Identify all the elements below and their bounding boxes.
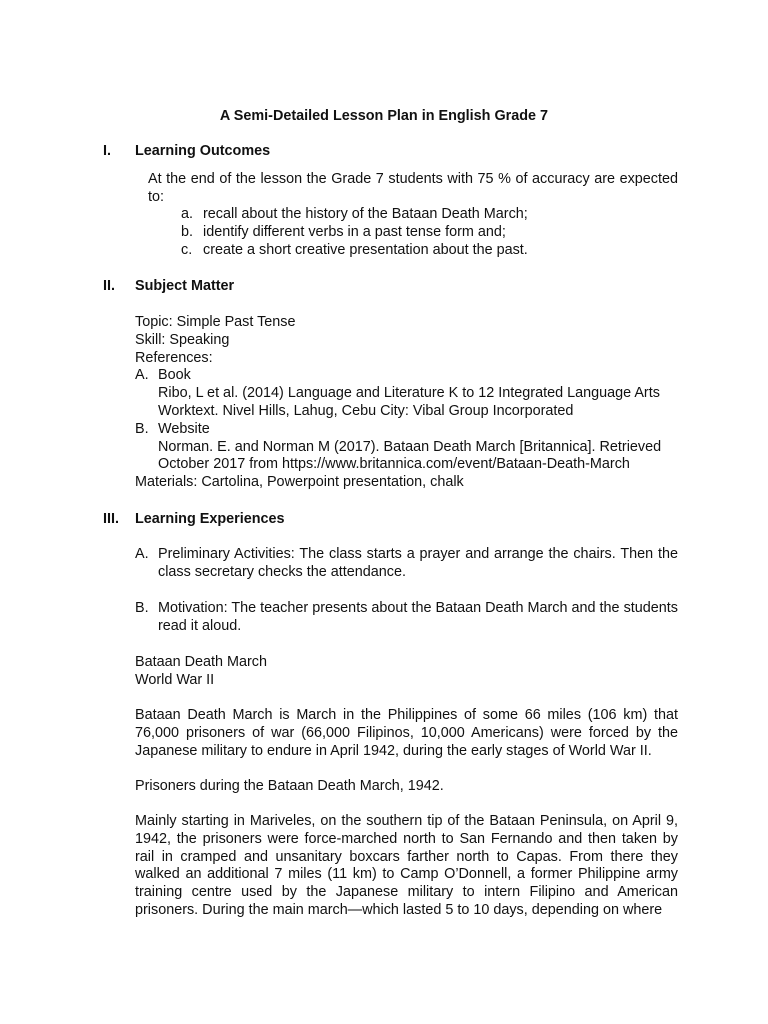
reference-type: Book (158, 367, 191, 384)
reading-title: Bataan Death March (135, 654, 267, 670)
learning-item-b (135, 600, 678, 636)
outcome-item (148, 242, 678, 260)
outcome-marker: b. (181, 223, 194, 240)
section-3-heading: Learning Experiences (135, 511, 285, 527)
reading-paragraph-1 (135, 707, 678, 760)
reference-citation: Ribo, L et al. (2014) Language and Literature K to 12 Integrated Language Arts Worktext. Nivel Hills, Lahug, Cebu City: Vibal Group Incorporated (158, 385, 660, 419)
reference-marker: B. (135, 420, 149, 437)
reference-marker: A. (135, 367, 149, 384)
reading-heading-block (135, 654, 678, 690)
outcome-item (148, 206, 678, 224)
reference-citation: Norman. E. and Norman M (2017). Bataan Death March [Britannica]. Retrieved October 2017 from https://www.britannica.com/event/Bataan-Death-March (158, 438, 662, 473)
section-3-number: III. (103, 511, 119, 527)
materials-line: Materials: Cartolina, Powerpoint presentation, chalk (135, 474, 464, 491)
topic-line: Topic: Simple Past Tense (135, 314, 296, 330)
subject-matter-block (135, 314, 678, 492)
photo-caption: Prisoners during the Bataan Death March, 1942. (135, 778, 444, 794)
learning-item-text: Motivation: The teacher presents about the Bataan Death March and the students read it aloud. (158, 600, 678, 634)
outcome-text: recall about the history of the Bataan Death March; (203, 206, 528, 222)
learning-item-marker: A. (135, 546, 149, 562)
section-2-number: II. (103, 278, 115, 294)
outcome-item (148, 224, 678, 242)
skill-line: Skill: Speaking (135, 331, 230, 348)
references-label: References: (135, 349, 213, 366)
photo-caption-block (135, 778, 678, 796)
outcomes-block (148, 171, 678, 207)
reference-item (135, 367, 678, 420)
reading-paragraph-2 (135, 813, 678, 920)
document-title: A Semi-Detailed Lesson Plan in English Grade 7 (219, 108, 549, 124)
learning-item-a (135, 546, 678, 582)
reference-item (135, 421, 678, 474)
outcome-marker: c. (181, 241, 193, 258)
outcomes-list (148, 206, 678, 259)
reading-para-1: Bataan Death March is March in the Philippines of some 66 miles (106 km) that 76,000 prisoners of war (66,000 Filipinos, 10,000 Americans) were forced by the Japanese military to endure in April 1942, during the early stages of World War II. (135, 707, 678, 759)
reference-type: Website (158, 420, 210, 437)
section-1-heading: Learning Outcomes (135, 143, 271, 159)
learning-item-text: Preliminary Activities: The class starts a prayer and arrange the chairs. Then the class secretary checks the attendance. (158, 546, 678, 580)
reading-subtitle: World War II (135, 671, 215, 688)
outcomes-intro: At the end of the lesson the Grade 7 students with 75 % of accuracy are expected to: (148, 171, 678, 205)
outcome-marker: a. (181, 206, 194, 222)
section-2-heading: Subject Matter (135, 278, 235, 294)
outcome-text: create a short creative presentation about the past. (203, 241, 528, 258)
outcome-text: identify different verbs in a past tense form and; (203, 223, 506, 240)
section-1-number: I. (103, 143, 111, 159)
learning-item-marker: B. (135, 600, 149, 616)
reading-para-2: Mainly starting in Mariveles, on the southern tip of the Bataan Peninsula, on April 9, 1942, the prisoners were force-marched north to San Fernando and then taken by rail in cramped and unsanitary boxcars farther north to Capas. From there they walked an additional 7 miles (11 km) to Camp O’Donnell, a former Philippine army training centre used by the Japanese military to intern Filipino and American prisoners. During the main march—which lasted 5 to 10 days, depending on where (135, 813, 678, 918)
